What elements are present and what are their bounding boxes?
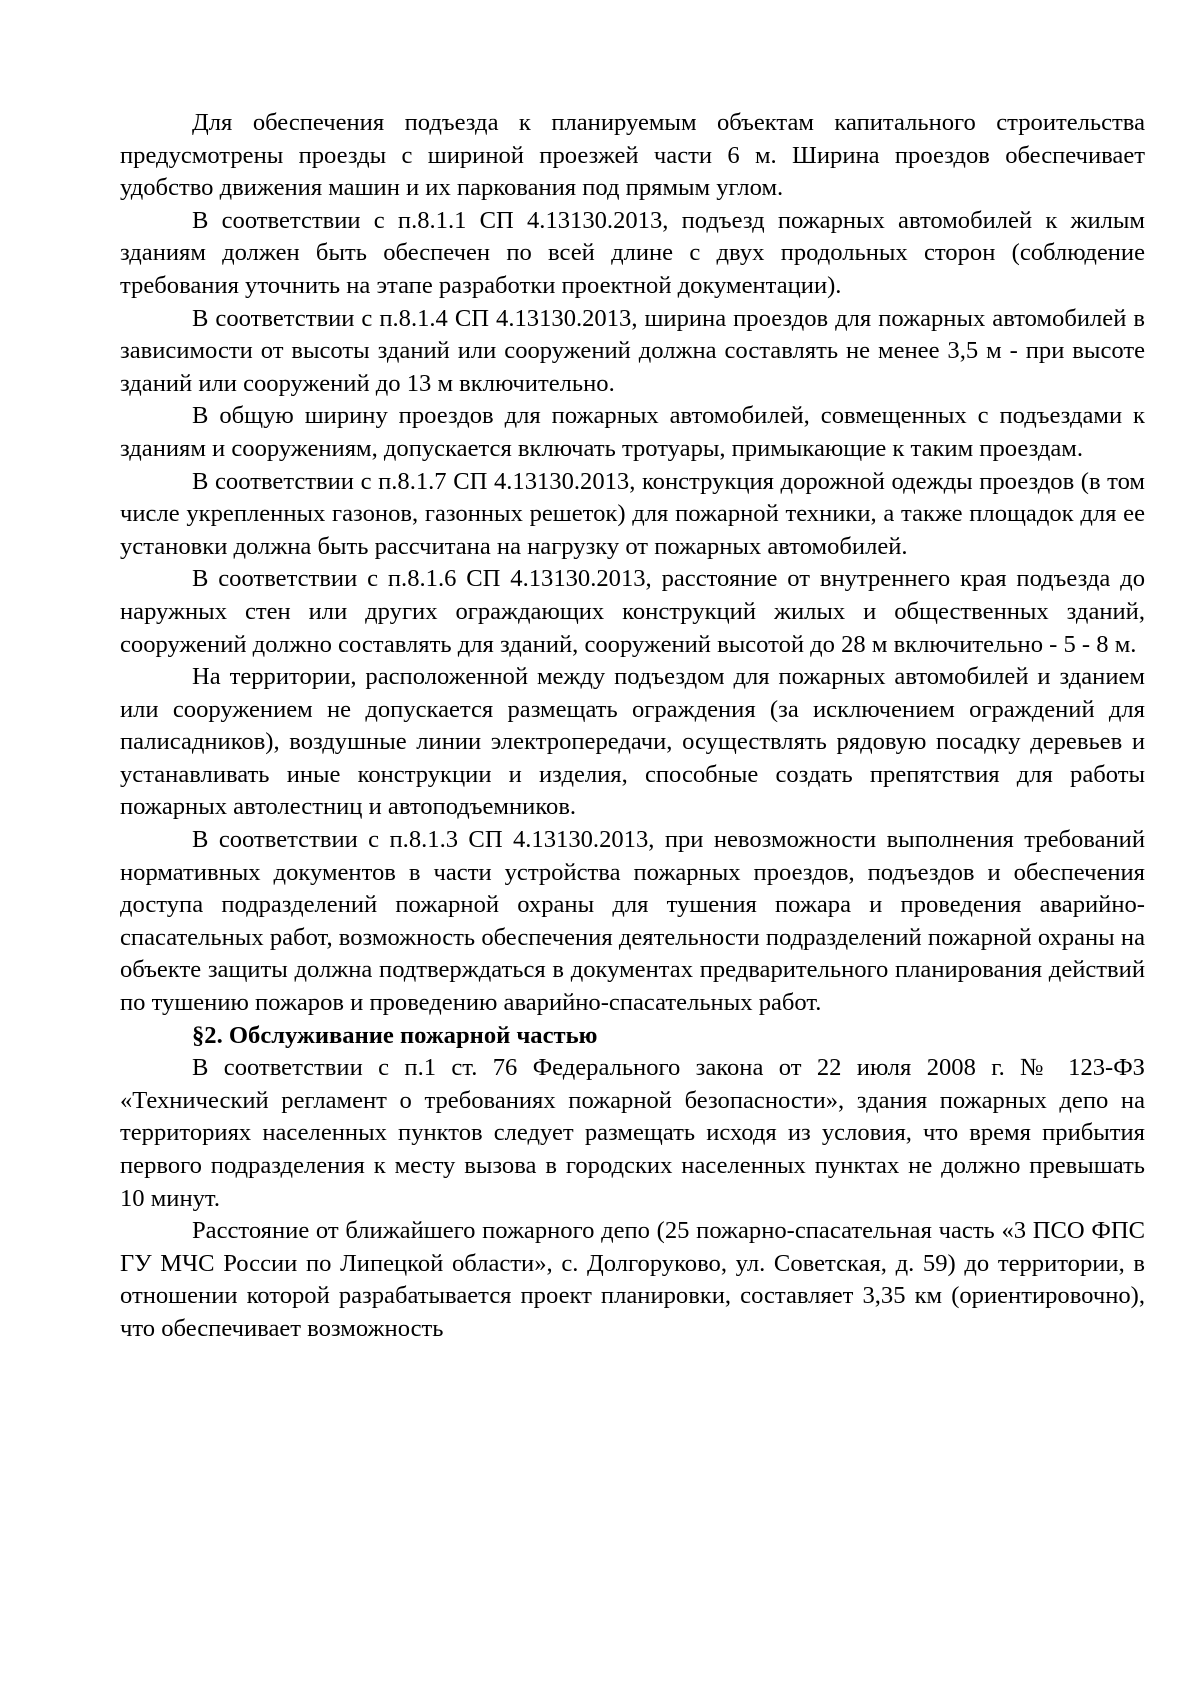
paragraph-fire-depot-distance: Расстояние от ближайшего пожарного депо (25 пожарно-спасательная часть «3 ПСО ФПС ГУ МЧС России по Липецкой области», с. Долгоруково, ул. Советская, д. 59) до территории, в отношении которой разрабатывается проект планировки, составляет 3,35 км (ориентировочно), что обеспечивает возможность xyxy=(120,1217,1145,1342)
paragraph-impossibility-8-1-3: В соответствии с п.8.1.3 СП 4.13130.2013, при невозможности выполнения требований нормативных документов в части устройства пожарных проездов, подъездов и обеспечения доступа подразделений пожарной охраны для тушения пожара и проведения аварийно-спасательных работ, возможность обеспечения деятельности подразделений пожарной охраны на объекте защиты должна подтверждаться в документах предварительного планирования действий по тушению пожаров и проведению аварийно-спасательных работ. xyxy=(120,826,1145,1017)
paragraph-distance-8-1-6: В соответствии с п.8.1.6 СП 4.13130.2013, расстояние от внутреннего края подъезда до наружных стен или других ограждающих конструкций жилых и общественных зданий, сооружений должно составлять для зданий, сооружений высотой до 28 м включительно - 5 - 8 м. xyxy=(120,565,1145,658)
section-heading: §2. Обслуживание пожарной частью xyxy=(192,1021,598,1049)
paragraph-pavement-8-1-7: В соответствии с п.8.1.7 СП 4.13130.2013, конструкция дорожной одежды проездов (в том числе укрепленных газонов, газонных решеток) для пожарной техники, а также площадок для ее установки должна быть рассчитана на нагрузку от пожарных автомобилей. xyxy=(120,467,1145,560)
paragraph-federal-law-123: В соответствии с п.1 ст. 76 Федерального закона от 22 июля 2008 г. № 123-ФЗ «Технический регламент о требованиях пожарной безопасности», здания пожарных депо на территориях населенных пунктов следует размещать исходя из условия, что время прибытия первого подразделения к месту вызова в городских населенных пунктах не должно превышать 10 минут. xyxy=(120,1054,1145,1212)
paragraph-driveway-width-8-1-4: В соответствии с п.8.1.4 СП 4.13130.2013, ширина проездов для пожарных автомобилей в зависимости от высоты зданий или сооружений должна составлять не менее 3,5 м - при высоте зданий или сооружений до 13 м включительно. xyxy=(120,304,1145,397)
paragraph-obstructions: На территории, расположенной между подъездом для пожарных автомобилей и зданием или сооружением не допускается размещать ограждения (за исключением ограждений для палисадников), воздушные линии электропередачи, осуществлять рядовую посадку деревьев и устанавливать иные конструкции и изделия, способные создать препятствия для работы пожарных автолестниц и автоподъемников. xyxy=(120,663,1145,821)
paragraph-sidewalks: В общую ширину проездов для пожарных автомобилей, совмещенных с подъездами к зданиям и сооружениям, допускается включать тротуары, примыкающие к таким проездам. xyxy=(120,402,1145,462)
document-page xyxy=(120,107,1145,1346)
paragraph-road-width: Для обеспечения подъезда к планируемым объектам капитального строительства предусмотрены проезды с шириной проезжей части 6 м. Ширина проездов обеспечивает удобство движения машин и их паркования под прямым углом. xyxy=(120,109,1145,202)
paragraph-fire-access-8-1-1: В соответствии с п.8.1.1 СП 4.13130.2013, подъезд пожарных автомобилей к жилым зданиям должен быть обеспечен по всей длине с двух продольных сторон (соблюдение требования уточнить на этапе разработки проектной документации). xyxy=(120,206,1145,299)
